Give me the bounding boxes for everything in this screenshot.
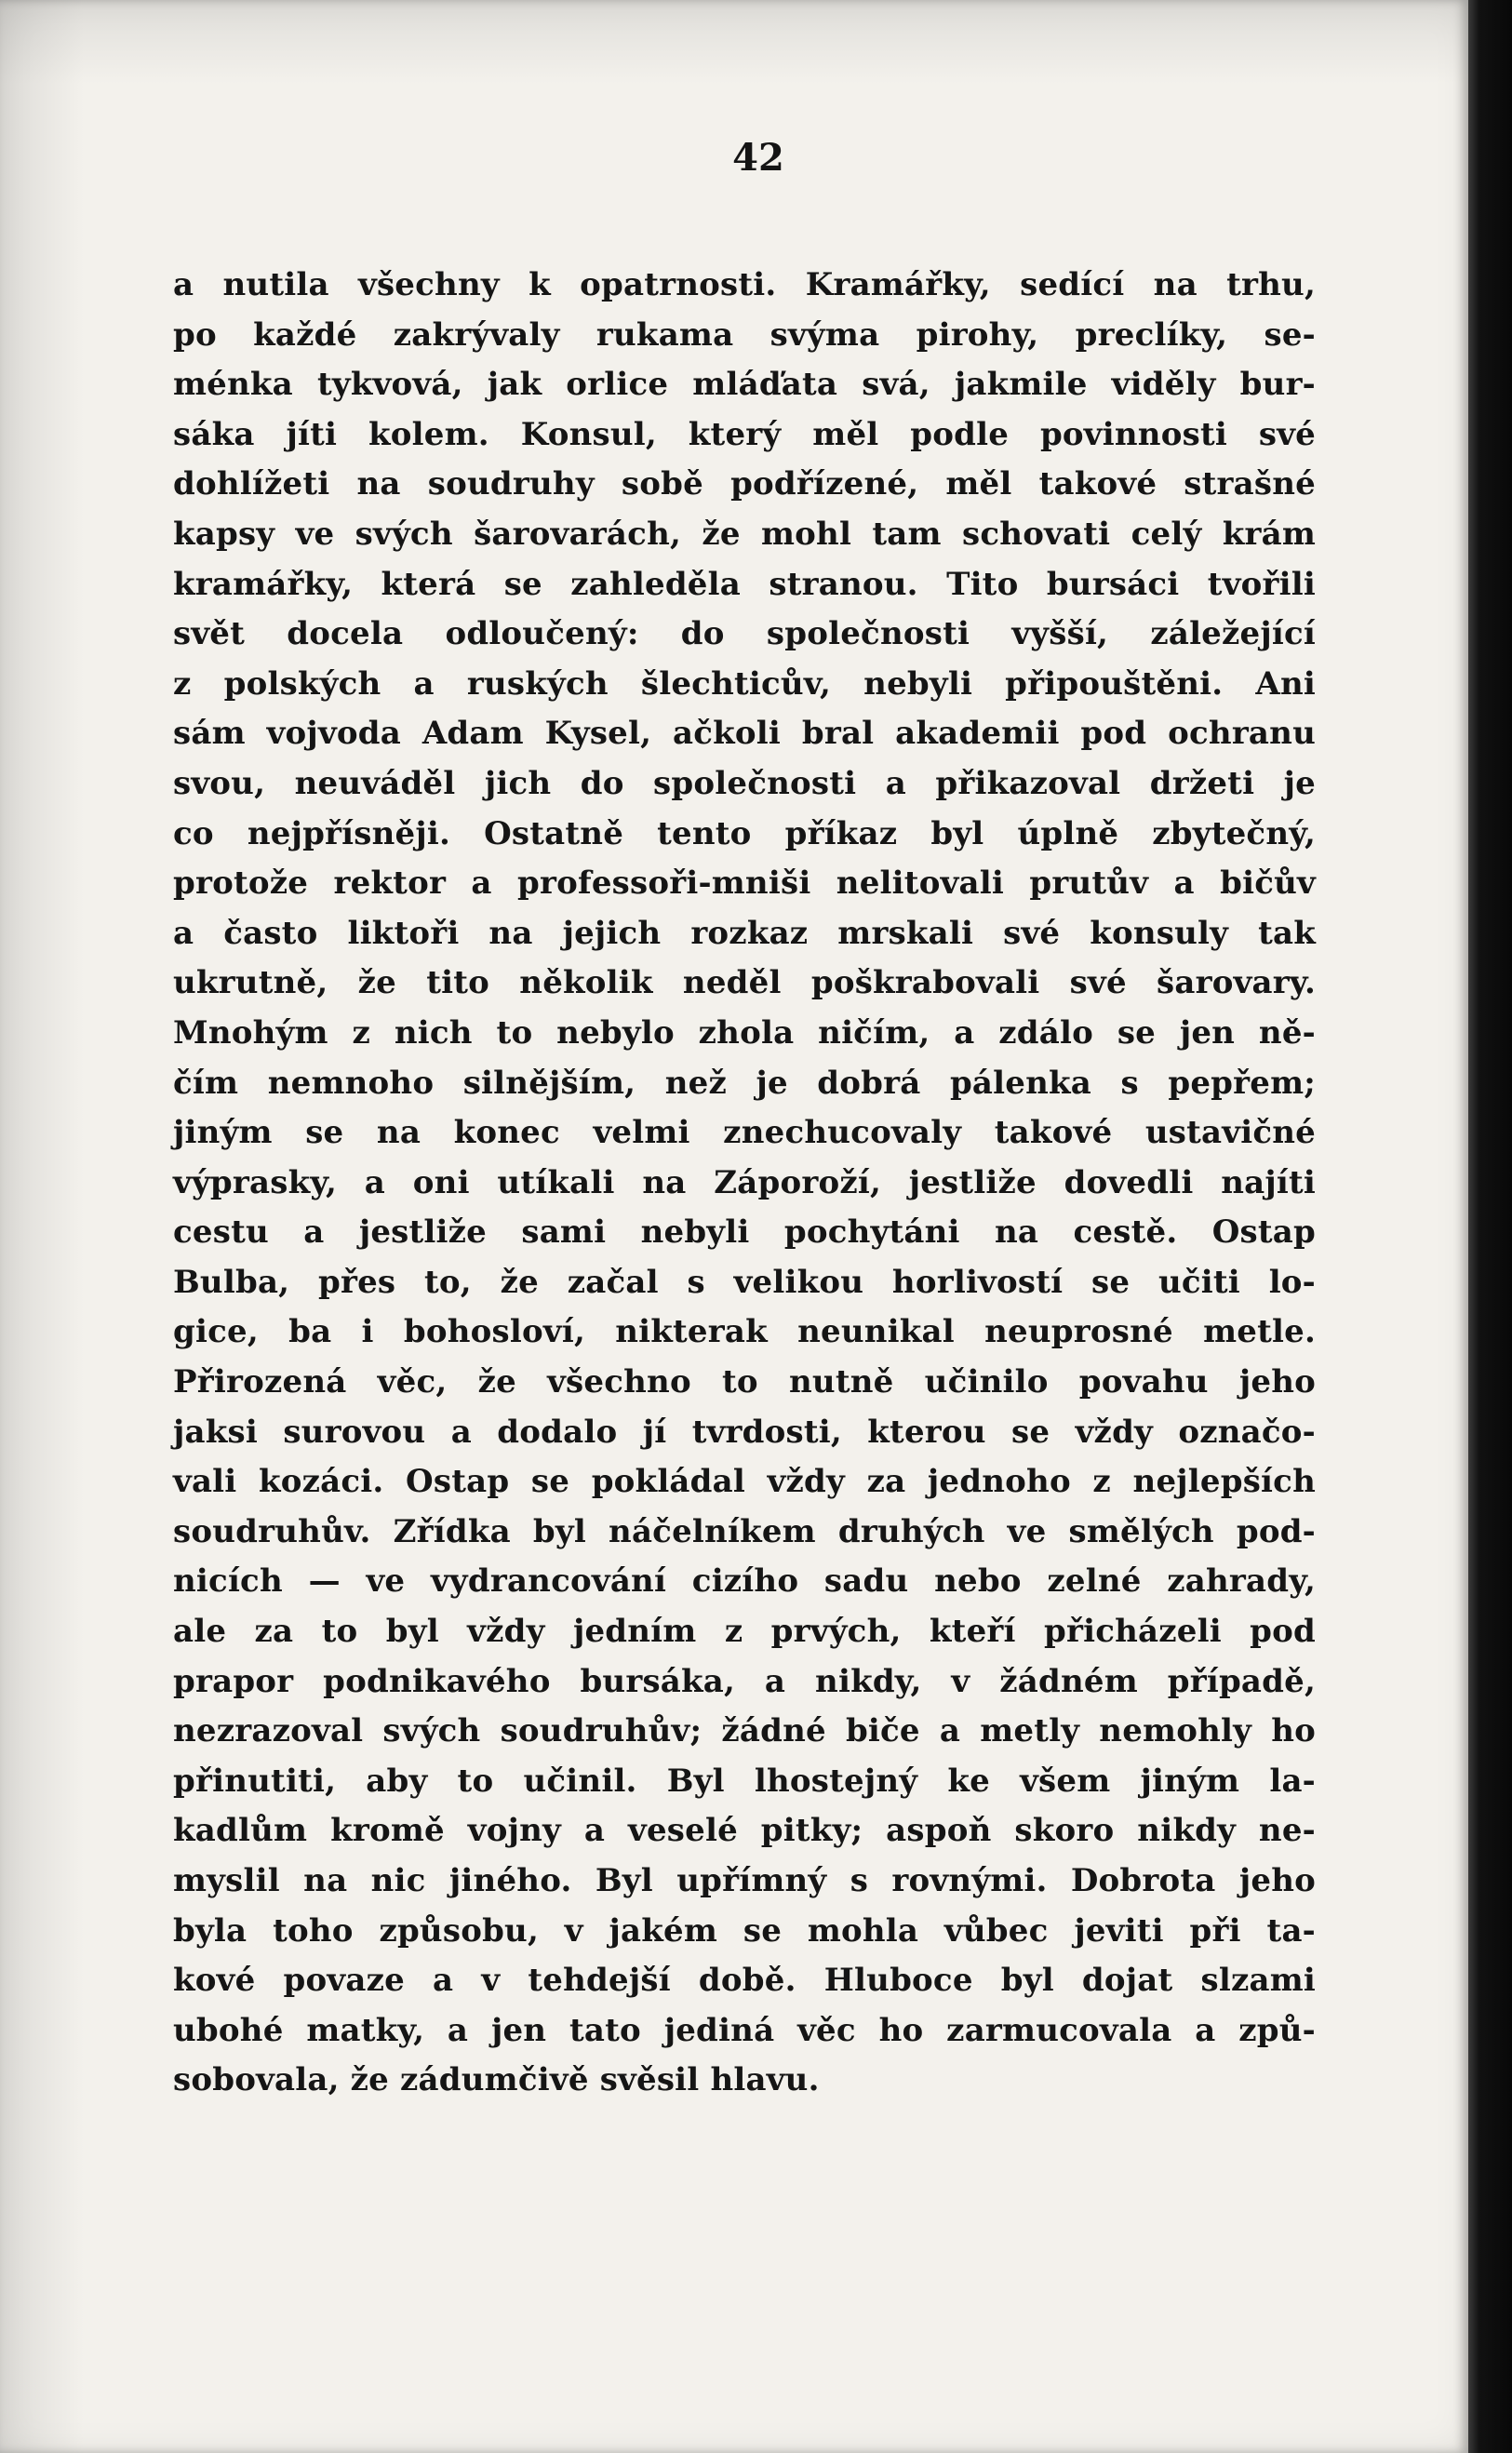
text-line: ubohé matky, a jen tato jediná věc ho zarmucovala a způ- xyxy=(173,2011,1316,2049)
text-line: a nutila všechny k opatrnosti. Kramářky, sedící na trhu, xyxy=(173,266,1316,303)
text-line: výprasky, a oni utíkali na Záporoží, jestliže dovedli najíti xyxy=(173,1163,1316,1201)
text-line: čím nemnoho silnějším, než je dobrá pálenka s pepřem; xyxy=(173,1064,1316,1102)
text-line-last: sobovala, že zádumčivě svěsil hlavu. xyxy=(173,2061,820,2099)
text-line: svět docela odloučený: do společnosti vyšší, záležející xyxy=(173,615,1316,653)
text-line: nezrazoval svých soudruhův; žádné biče a metly nemohly ho xyxy=(173,1712,1316,1750)
text-line: gice, ba i bohosloví, nikterak neunikal neuprosné metle. xyxy=(173,1313,1316,1351)
text-line: jaksi surovou a dodalo jí tvrdosti, kterou se vždy označo- xyxy=(173,1413,1316,1451)
text-line: ukrutně, že tito několik neděl poškrabovali své šarovary. xyxy=(173,964,1316,1002)
text-line: a často liktoři na jejich rozkaz mrskali své konsuly tak xyxy=(173,914,1316,952)
text-line: z polských a ruských šlechticův, nebyli připouštěni. Ani xyxy=(173,664,1316,703)
text-line: sáka jíti kolem. Konsul, který měl podle povinnosti své xyxy=(173,415,1316,453)
text-line: ménka tykvová, jak orlice mláďata svá, jakmile viděly bur- xyxy=(173,366,1316,404)
text-line: co nejpřísněji. Ostatně tento příkaz byl úplně zbytečný, xyxy=(173,814,1316,852)
text-line: kadlům kromě vojny a veselé pitky; aspoň skoro nikdy ne- xyxy=(173,1812,1316,1850)
text-line: prapor podnikavého bursáka, a nikdy, v žádném případě, xyxy=(173,1662,1316,1700)
text-line: byla toho způsobu, v jakém se mohla vůbec jeviti při ta- xyxy=(173,1911,1316,1950)
scan-edge-shadow xyxy=(1468,0,1512,2453)
text-line: myslil na nic jiného. Byl upřímný s rovnými. Dobrota jeho xyxy=(173,1862,1316,1899)
text-line: cestu a jestliže sami nebyli pochytáni na cestě. Ostap xyxy=(173,1213,1316,1252)
text-line: kramářky, která se zahleděla stranou. Tito bursáci tvořili xyxy=(173,565,1316,603)
text-line: nicích — ve vydrancování cizího sadu nebo zelné zahrady, xyxy=(173,1562,1316,1601)
text-line: Bulba, přes to, že začal s velikou horlivostí se učiti lo- xyxy=(173,1263,1316,1301)
text-line: protože rektor a professoři-mniši nelitovali prutův a bičův xyxy=(173,865,1316,903)
text-line: svou, neuváděl jich do společnosti a přikazoval držeti je xyxy=(173,764,1316,802)
text-line: ale za to byl vždy jedním z prvých, kteří přicházeli pod xyxy=(173,1613,1316,1651)
text-line: Mnohým z nich to nebylo zhola ničím, a zdálo se jen ně- xyxy=(173,1013,1316,1052)
text-line: jiným se na konec velmi znechucovaly takové ustavičné xyxy=(173,1114,1316,1152)
text-line: kapsy ve svých šarovarách, že mohl tam schovati celý krám xyxy=(173,515,1316,553)
text-line: Přirozená věc, že všechno to nutně učinilo povahu jeho xyxy=(173,1363,1316,1401)
page-number: 42 xyxy=(732,136,784,180)
body-text xyxy=(173,261,1316,2106)
text-line: přinutiti, aby to učinil. Byl lhostejný ke všem jiným la- xyxy=(173,1762,1316,1800)
text-line: kové povaze a v tehdejší době. Hluboce byl dojat slzami xyxy=(173,1962,1316,2000)
top-margin-shading xyxy=(0,0,1468,84)
text-line: po každé zakrývaly rukama svýma pirohy, preclíky, se- xyxy=(173,315,1316,354)
text-line: dohlížeti na soudruhy sobě podřízené, měl takové strašné xyxy=(173,465,1316,503)
left-margin-shading xyxy=(0,0,84,2453)
text-line: soudruhův. Zřídka byl náčelníkem druhých ve smělých pod- xyxy=(173,1512,1316,1550)
text-line: vali kozáci. Ostap se pokládal vždy za jednoho z nejlepších xyxy=(173,1463,1316,1501)
text-line: sám vojvoda Adam Kysel, ačkoli bral akademii pod ochranu xyxy=(173,715,1316,753)
